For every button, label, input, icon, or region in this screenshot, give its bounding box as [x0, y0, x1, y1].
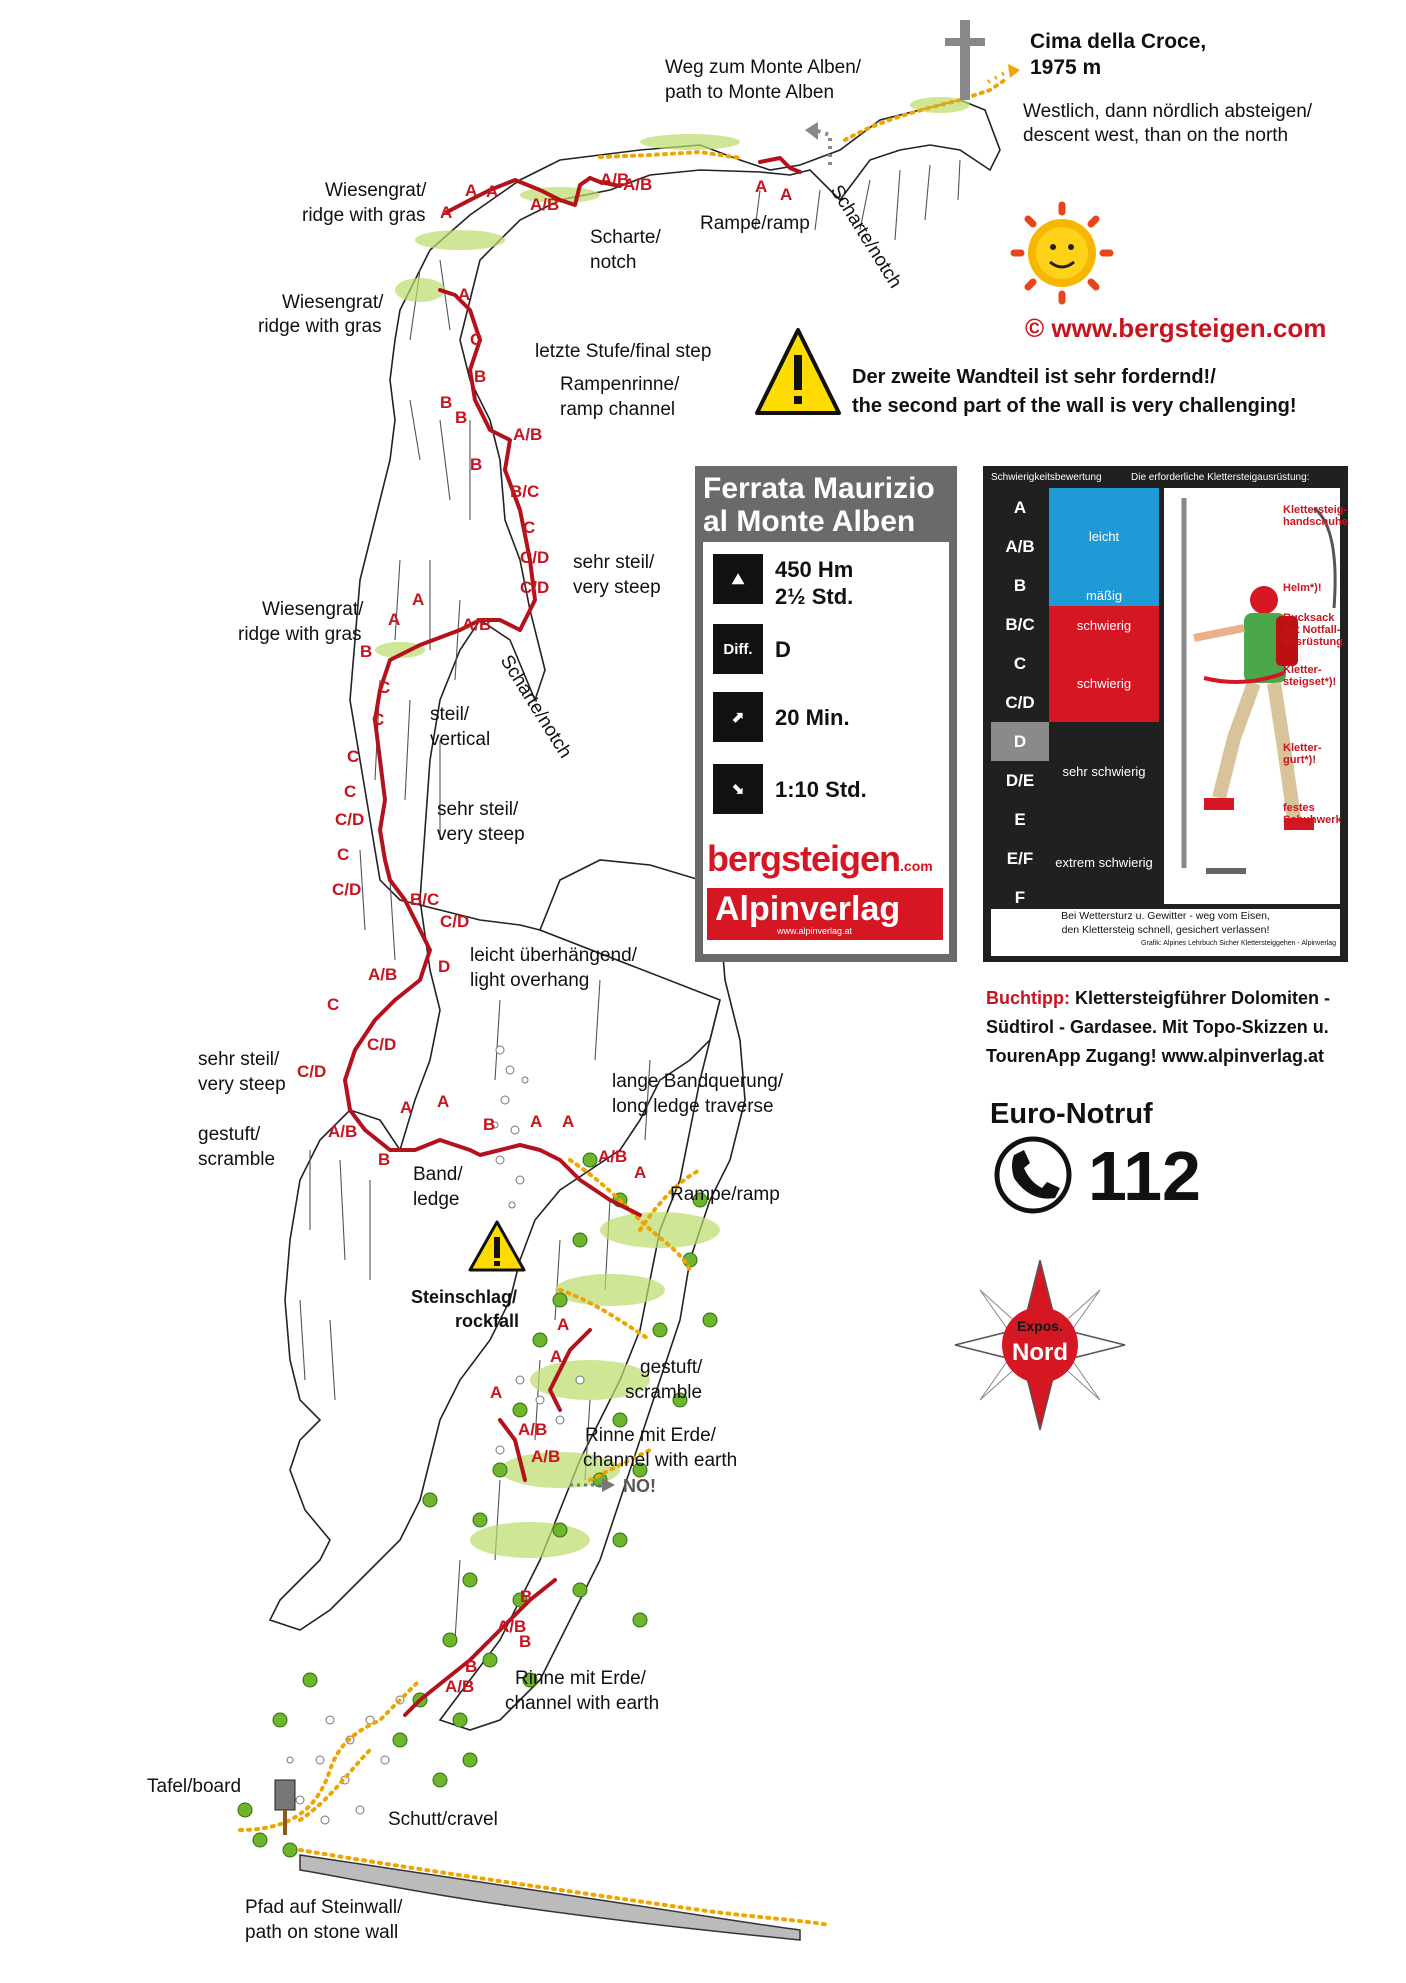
- summit-altitude: 1975 m: [1030, 56, 1102, 79]
- gestuft-1-a: gestuft/: [198, 1124, 261, 1145]
- grade-marker: C/D: [520, 578, 550, 597]
- ledge-traverse-a: lange Bandquerung/: [612, 1071, 784, 1092]
- grade-marker: A: [550, 1347, 563, 1366]
- grade-marker: B: [455, 408, 468, 427]
- bergsteigen-logo: [707, 838, 945, 878]
- equip-harness: Kletter-gurt*)!: [1283, 742, 1322, 766]
- scharte-top-a: Scharte/: [590, 227, 661, 248]
- scale-grade: C: [1013, 654, 1027, 673]
- descent-row: [713, 764, 943, 820]
- grade-marker: A: [557, 1315, 570, 1334]
- no-label: NO!: [623, 1476, 656, 1496]
- alpinverlag-url: www.alpinverlag.at: [777, 926, 853, 936]
- route-title-line-1: Ferrata Maurizio: [703, 472, 935, 505]
- grade-marker: C/D: [297, 1062, 327, 1081]
- grade-marker: C: [378, 678, 391, 697]
- scale-grade: B: [1013, 576, 1027, 595]
- very-steep-1-b: very steep: [573, 577, 661, 598]
- band-a: Band/: [413, 1164, 463, 1185]
- ramp-channel-a: Rampenrinne/: [560, 374, 680, 395]
- website-label[interactable]: © www.bergsteigen.com: [1025, 313, 1327, 343]
- height-hm: 450 Hm: [775, 557, 854, 582]
- grade-marker: C: [470, 330, 483, 349]
- steinschlag-b: rockfall: [455, 1311, 520, 1331]
- grade-marker: B/C: [510, 482, 540, 501]
- wall-warning: [852, 363, 1297, 421]
- band-b: ledge: [413, 1189, 460, 1210]
- scale-footer-1: Bei Wettersturz u. Gewitter - weg vom Eisen,: [1061, 910, 1270, 922]
- rinne-2-b: channel with earth: [505, 1693, 660, 1714]
- very-steep-2-b: very steep: [437, 824, 525, 845]
- wiesengrat-3-a: Wiesengrat/: [262, 599, 364, 620]
- grade-marker: A: [400, 1098, 413, 1117]
- grade-marker: C/D: [335, 810, 365, 829]
- approach-row: [713, 692, 943, 748]
- equip-gloves: Klettersteig-handschuhe: [1283, 504, 1348, 528]
- band-schwierig-1: schwierig: [1049, 606, 1159, 644]
- overhang-a: leicht überhängend/: [470, 945, 637, 966]
- ramp-channel-b: ramp channel: [560, 399, 676, 420]
- rinne-2-a: Rinne mit Erde/: [515, 1668, 646, 1689]
- book-tip-text: Klettersteigführer Dolomiten - Südtirol - Gardasee. Mit Topo-Skizzen u. TourenApp Zugang! www.alpinverlag.at: [986, 988, 1331, 1066]
- descent-label-2: descent west, than on the north: [1023, 125, 1289, 146]
- grade-marker: A/B: [598, 1147, 628, 1166]
- scale-grade: E: [1014, 810, 1026, 829]
- pfad-b: path on stone wall: [245, 1922, 399, 1943]
- descent-arrowhead: [1008, 64, 1020, 78]
- climber-figure: [1164, 488, 1340, 904]
- alpinverlag-logo: [707, 888, 943, 940]
- descent-label-1: Westlich, dann nördlich absteigen/: [1023, 101, 1313, 122]
- scale-grade: A/B: [1005, 537, 1035, 556]
- grade-marker: C: [344, 782, 357, 801]
- approach-value: 20 Min.: [775, 705, 850, 730]
- gestuft-1-b: scramble: [198, 1149, 276, 1170]
- grade-marker: B/C: [410, 890, 440, 909]
- band-schwierig-2: schwierig: [1049, 644, 1159, 722]
- route-info-panel: [703, 542, 949, 954]
- grade-marker: A: [437, 1092, 450, 1111]
- equip-backpack: Rucksack mit Notfall-ausrüstung: [1283, 612, 1343, 648]
- grade-marker: A: [486, 182, 499, 201]
- rampe-low: Rampe/ramp: [670, 1184, 780, 1205]
- grade-marker: A/B: [600, 170, 630, 189]
- compass-nord-label: Nord: [1012, 1339, 1068, 1366]
- grade-marker: A/B: [445, 1677, 475, 1696]
- rinne-1-a: Rinne mit Erde/: [585, 1425, 716, 1446]
- phone-icon: [997, 1139, 1069, 1211]
- scale-footer: [991, 909, 1340, 956]
- rampe-top: Rampe/ramp: [700, 213, 810, 234]
- schutt-label: Schutt/cravel: [388, 1809, 498, 1830]
- grade-marker: C: [372, 710, 385, 729]
- wiesengrat-3-b: ridge with gras: [238, 624, 362, 645]
- grade-marker: A/B: [497, 1617, 527, 1636]
- scale-grade: E/F: [1006, 849, 1034, 868]
- grade-marker: A: [490, 1383, 503, 1402]
- scharte-diag: Scharte/notch: [825, 181, 906, 293]
- grade-marker: A: [634, 1163, 647, 1182]
- grade-marker: C/D: [367, 1035, 397, 1054]
- wiesengrat-2-b: ridge with gras: [258, 316, 382, 337]
- grade-marker: A/B: [462, 615, 492, 634]
- grade-marker: C: [523, 518, 536, 537]
- grade-marker: A: [458, 285, 471, 304]
- band-massig: mäßig: [1049, 584, 1159, 606]
- very-steep-3-b: very steep: [198, 1074, 286, 1095]
- grade-marker: B: [474, 367, 487, 386]
- summit-name: Cima della Croce,: [1030, 30, 1207, 53]
- difficulty-scale-panel: [983, 466, 1348, 962]
- grade-marker: C/D: [440, 912, 470, 931]
- grade-marker: A: [530, 1112, 543, 1131]
- route-title-line-2: al Monte Alben: [703, 505, 916, 538]
- scale-grade: F: [1014, 888, 1026, 907]
- scharte-top-b: notch: [590, 252, 637, 273]
- scale-footer-2: den Klettersteig schnell, gesichert verlassen!: [1061, 924, 1270, 936]
- pfad-a: Pfad auf Steinwall/: [245, 1897, 403, 1918]
- grade-marker: A/B: [623, 175, 653, 194]
- climber-icon: ⛰: [713, 554, 763, 604]
- warning-icon: [757, 330, 839, 413]
- grade-marker: A: [562, 1112, 575, 1131]
- very-steep-1-a: sehr steil/: [573, 552, 655, 573]
- grade-marker: B: [440, 393, 453, 412]
- steil-b: vertical: [430, 729, 491, 750]
- grade-marker: A/B: [531, 1447, 561, 1466]
- grade-marker: A/B: [513, 425, 543, 444]
- wiesengrat-2-a: Wiesengrat/: [282, 292, 384, 313]
- grade-marker: C: [327, 995, 340, 1014]
- alben-arrowhead: [805, 122, 818, 140]
- euro-notruf-label: Euro-Notruf: [990, 1098, 1153, 1130]
- grade-marker: A: [388, 610, 401, 629]
- grade-marker: D: [438, 957, 451, 976]
- rinne-1-b: channel with earth: [583, 1450, 738, 1471]
- scale-grade: D: [991, 722, 1049, 761]
- scale-header-right: Die erforderliche Klettersteigausrüstung:: [1131, 472, 1310, 483]
- book-tip-label: Buchtipp:: [986, 988, 1070, 1008]
- band-sehr-schwierig: sehr schwierig: [1049, 722, 1159, 820]
- wall-warning-en: the second part of the wall is very challenging!: [852, 395, 1297, 417]
- grade-marker: A: [465, 181, 478, 200]
- grade-marker: A/B: [328, 1122, 358, 1141]
- scale-grade: D/E: [1005, 771, 1035, 790]
- grade-marker: C: [347, 747, 360, 766]
- grade-marker: B: [520, 1587, 533, 1606]
- grade-marker: B: [378, 1150, 391, 1169]
- grade-marker: B: [465, 1657, 478, 1676]
- diff-icon: Diff.: [713, 624, 763, 674]
- sun-icon: [1014, 205, 1110, 301]
- height-row: [713, 554, 943, 610]
- grade-marker: A: [755, 177, 768, 196]
- steinschlag-a: Steinschlag/: [411, 1287, 518, 1307]
- way-alben-label-1: Weg zum Monte Alben/: [665, 57, 862, 78]
- band-extrem-schwierig: extrem schwierig: [1049, 820, 1159, 904]
- difficulty-value: D: [775, 637, 791, 662]
- emergency-number[interactable]: 112: [1088, 1137, 1201, 1215]
- tafel-label: Tafel/board: [147, 1776, 242, 1797]
- scale-grade: B/C: [1005, 615, 1035, 634]
- steil-a: steil/: [430, 704, 470, 725]
- duration: 2½ Std.: [775, 584, 854, 609]
- scale-grade: C/D: [1005, 693, 1035, 712]
- grade-marker: B: [470, 455, 483, 474]
- gestuft-2-a: gestuft/: [640, 1357, 703, 1378]
- compass-expos-label: Expos.: [1017, 1318, 1063, 1334]
- descent-arrow: [988, 70, 1010, 82]
- scharte-diag-2: Scharte/notch: [495, 651, 576, 763]
- summit-label: [1030, 29, 1206, 81]
- grade-marker: B: [483, 1115, 496, 1134]
- grade-marker: A/B: [530, 195, 560, 214]
- scale-header-left: Schwierigkeitsbewertung: [991, 472, 1102, 483]
- grade-marker: A: [780, 185, 793, 204]
- book-tip: [986, 984, 1366, 1071]
- grade-marker: C: [337, 845, 350, 864]
- summit-cross: [945, 20, 985, 100]
- very-steep-2-a: sehr steil/: [437, 799, 519, 820]
- wall-warning-de: Der zweite Wandteil ist sehr fordernd!/: [852, 366, 1216, 388]
- gestuft-2-b: scramble: [625, 1382, 703, 1403]
- route-title: [703, 472, 949, 538]
- grade-marker: C/D: [332, 880, 362, 899]
- route-info-box: [695, 466, 957, 962]
- grade-marker: A/B: [368, 965, 398, 984]
- scale-grade: A: [1013, 498, 1027, 517]
- band-leicht: leicht: [1049, 488, 1159, 584]
- ledge-traverse-b: long ledge traverse: [612, 1096, 774, 1117]
- wiesengrat-1-a: Wiesengrat/: [325, 180, 427, 201]
- descent-value: 1:10 Std.: [775, 777, 867, 802]
- equip-via-ferrata-set: Kletter-steigset*)!: [1283, 664, 1337, 688]
- trail-board: [275, 1780, 295, 1835]
- very-steep-3-a: sehr steil/: [198, 1049, 280, 1070]
- final-step: letzte Stufe/final step: [535, 341, 712, 362]
- grade-marker: C/D: [520, 548, 550, 567]
- hiker-up-icon: ⬈: [713, 692, 763, 742]
- grade-marker: A: [412, 590, 425, 609]
- overhang-b: light overhang: [470, 970, 590, 991]
- grade-marker: B: [360, 642, 373, 661]
- bergsteigen-logo-text: bergsteigen: [707, 838, 901, 879]
- bergsteigen-logo-suffix: .com: [900, 858, 933, 874]
- height-value: [775, 556, 853, 610]
- hiker-down-icon: ⬊: [713, 764, 763, 814]
- alpinverlag-logo-text: Alpinverlag: [715, 890, 901, 928]
- equip-shoes: festes Schuhwerk: [1283, 802, 1342, 826]
- difficulty-row: [713, 624, 943, 680]
- way-alben-label-2: path to Monte Alben: [665, 82, 835, 103]
- wiesengrat-1-b: ridge with gras: [302, 205, 426, 226]
- scale-credit: Grafik: Alpines Lehrbuch Sicher Klettersteiggehen - Alpinverlag: [1141, 940, 1336, 947]
- climber-illustration: [1164, 488, 1340, 904]
- scale-grade-column: [991, 488, 1049, 956]
- equip-helmet: Helm*)!: [1283, 582, 1322, 594]
- grade-marker: A: [440, 203, 453, 222]
- grade-marker: B: [519, 1632, 532, 1651]
- grade-marker: A/B: [518, 1420, 548, 1439]
